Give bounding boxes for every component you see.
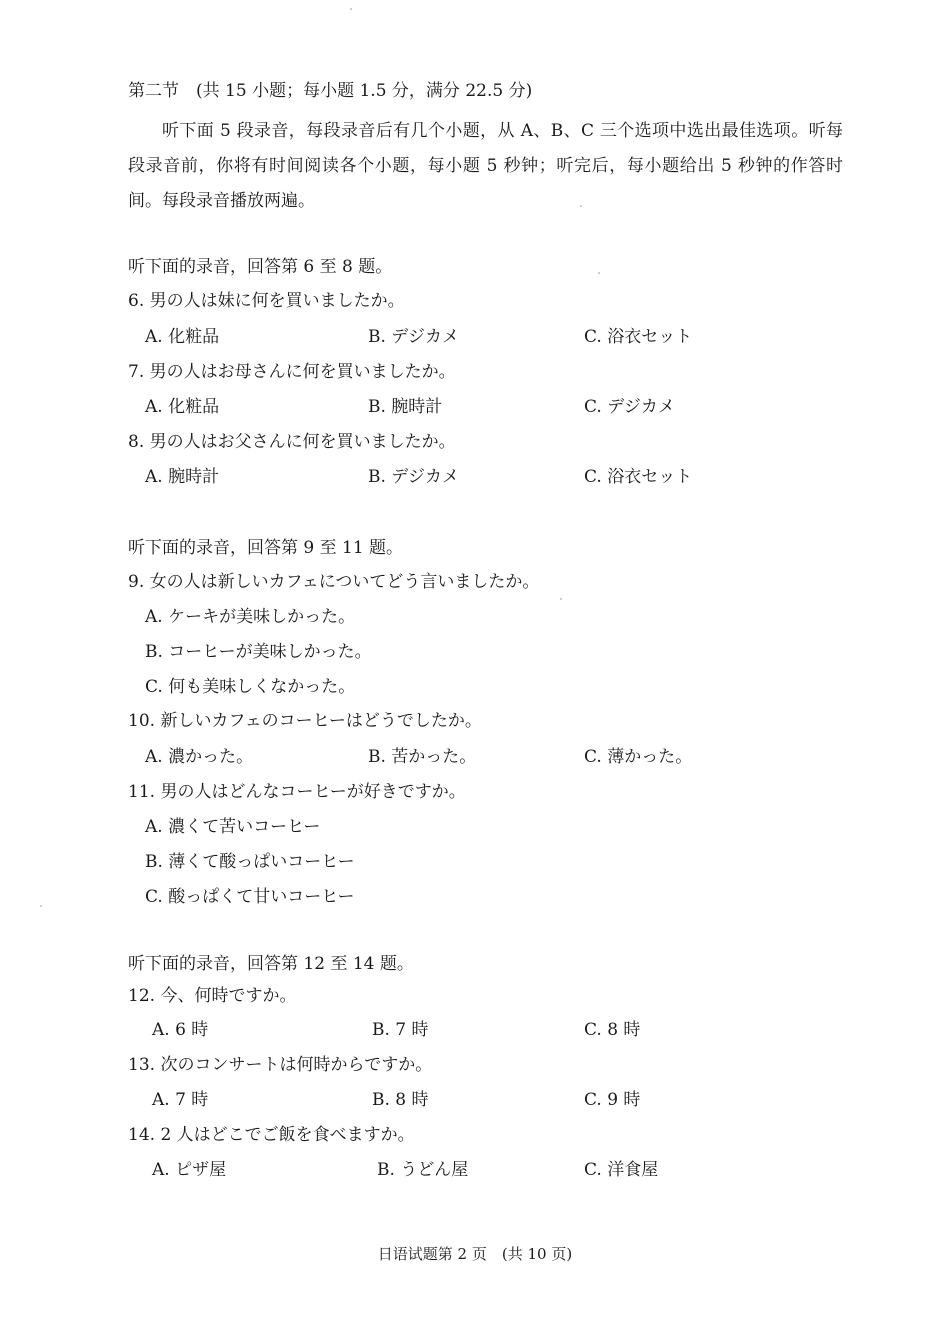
option-c: C. 9 時: [584, 1090, 641, 1110]
option-b: B. 苦かった。: [368, 747, 477, 767]
option-c: C. 浴衣セット: [584, 467, 693, 487]
option-b: B. デジカメ: [368, 327, 459, 347]
option-a: A. 濃かった。: [145, 747, 254, 767]
option-b: B. 薄くて酸っぱいコーヒー: [145, 852, 355, 872]
group-prompt: 听下面的录音，回答第 6 至 8 题。: [128, 257, 393, 277]
option-b: B. 8 時: [372, 1090, 429, 1110]
option-a: A. 7 時: [152, 1090, 209, 1110]
option-a: A. 濃くて苦いコーヒー: [145, 817, 321, 837]
option-c: C. 洋食屋: [584, 1160, 659, 1180]
page-footer: 日语试题第 2 页 (共 10 页): [377, 1245, 573, 1263]
question-stem: 9. 女の人は新しいカフェについてどう言いましたか。: [128, 572, 540, 592]
option-c: C. 8 時: [584, 1020, 641, 1040]
option-b: B. コーヒーが美味しかった。: [145, 642, 372, 662]
section-header: 第二节 (共 15 小题；每小题 1.5 分，满分 22.5 分): [128, 81, 533, 101]
option-a: A. 化粧品: [145, 327, 220, 347]
option-c: C. 酸っぱくて甘いコーヒー: [145, 887, 355, 907]
question-stem: 7. 男の人はお母さんに何を買いましたか。: [128, 362, 456, 382]
question-stem: 6. 男の人は妹に何を買いましたか。: [128, 291, 405, 311]
group-prompt: 听下面的录音，回答第 12 至 14 题。: [128, 954, 414, 974]
question-stem: 14. 2 人はどこでご飯を食べますか。: [128, 1125, 415, 1145]
option-b: B. デジカメ: [368, 467, 459, 487]
option-c: C. 薄かった。: [584, 747, 693, 767]
option-b: B. 腕時計: [368, 397, 443, 417]
scan-speck: [580, 205, 582, 207]
scan-speck: [40, 905, 42, 907]
question-stem: 12. 今、何時ですか。: [128, 986, 297, 1006]
option-a: A. 化粧品: [145, 397, 220, 417]
option-c: C. デジカメ: [584, 397, 675, 417]
group-prompt: 听下面的录音，回答第 9 至 11 题。: [128, 538, 404, 558]
question-stem: 11. 男の人はどんなコーヒーが好きですか。: [128, 782, 466, 802]
option-c: C. 浴衣セット: [584, 327, 693, 347]
option-a: A. ケーキが美味しかった。: [145, 607, 356, 627]
scan-speck: [350, 8, 352, 10]
option-b: B. うどん屋: [377, 1160, 469, 1180]
scan-speck: [560, 598, 562, 600]
option-b: B. 7 時: [372, 1020, 429, 1040]
scan-speck: [598, 272, 600, 274]
section-instructions: 听下面 5 段录音，每段录音后有几个小题，从 A、B、C 三个选项中选出最佳选项。听每段录音前，你将有时间阅读各个小题，每小题 5 秒钟；听完后，每小题给出 5 秒钟的作答时间。每段录音播放两遍。: [128, 121, 843, 211]
question-stem: 10. 新しいカフェのコーヒーはどうでしたか。: [128, 711, 482, 731]
option-c: C. 何も美味しくなかった。: [145, 677, 356, 697]
option-a: A. 6 時: [152, 1020, 209, 1040]
question-stem: 8. 男の人はお父さんに何を買いましたか。: [128, 432, 456, 452]
option-a: A. 腕時計: [145, 467, 220, 487]
question-stem: 13. 次のコンサートは何時からですか。: [128, 1055, 433, 1075]
option-a: A. ピザ屋: [152, 1160, 227, 1180]
